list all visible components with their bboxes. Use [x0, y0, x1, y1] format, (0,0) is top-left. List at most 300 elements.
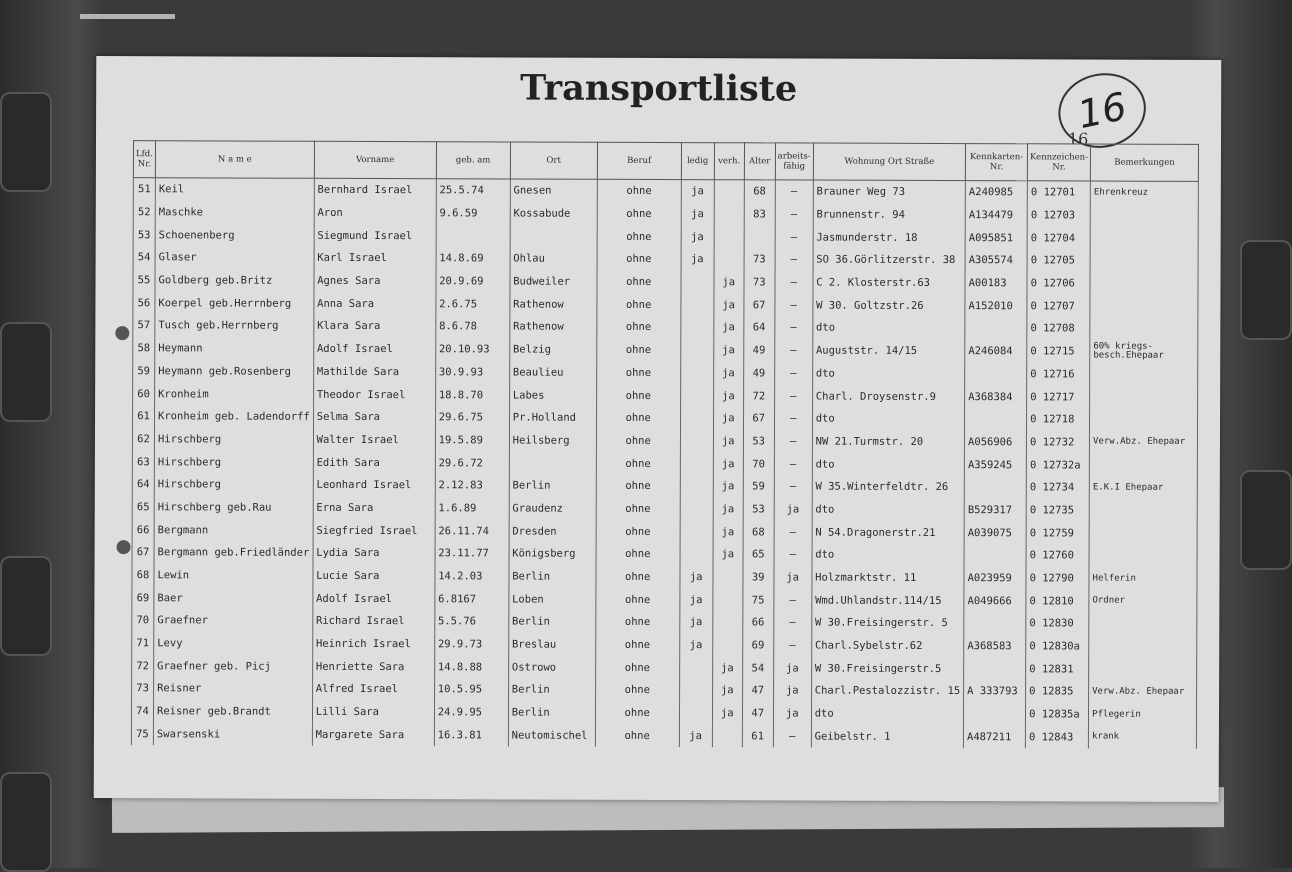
cell-ledig — [681, 316, 714, 339]
cell-kennkarte — [964, 658, 1026, 681]
cell-ledig — [679, 679, 712, 702]
cell-wohnung: Jasmunderstr. 18 — [813, 226, 965, 249]
cell-beruf: ohne — [597, 271, 681, 294]
cell-wohnung: Geibelstr. 1 — [811, 725, 963, 748]
cell-geb-am: 29.6.75 — [435, 406, 509, 429]
cell-geb-am: 19.5.89 — [435, 429, 509, 452]
cell-lfd-nr: 51 — [133, 178, 155, 201]
cell-geb-am: 10.5.95 — [434, 678, 508, 701]
cell-kennzeichen: 0 12734 — [1026, 476, 1089, 499]
cell-beruf: ohne — [596, 565, 680, 588]
cell-kennkarte: B529317 — [964, 499, 1026, 522]
cell-bemerkungen: Pflegerin — [1089, 703, 1197, 726]
cell-lfd-nr: 75 — [131, 723, 153, 746]
cell-vorname: Klara Sara — [314, 315, 436, 338]
cell-name: Hirschberg — [154, 428, 313, 451]
cell-alter: 67 — [744, 294, 775, 317]
cell-kennzeichen: 0 12835a — [1026, 703, 1089, 726]
cell-beruf: ohne — [596, 339, 680, 362]
cell-vorname: Lilli Sara — [312, 701, 434, 724]
cell-beruf: ohne — [595, 656, 679, 679]
cell-vorname: Henriette Sara — [312, 655, 434, 678]
cell-vorname: Walter Israel — [313, 428, 435, 451]
cell-arbeitsfaehig: – — [775, 294, 813, 317]
cell-geb-am: 14.2.03 — [435, 565, 509, 588]
cell-wohnung: dto — [812, 498, 964, 521]
cell-ort: Königsberg — [509, 542, 596, 565]
cell-beruf: ohne — [596, 520, 680, 543]
cell-ort: Belzig — [509, 338, 596, 361]
cell-geb-am: 24.9.95 — [434, 701, 508, 724]
cell-verh — [712, 725, 742, 748]
cell-ort: Berlin — [508, 701, 595, 724]
cell-bemerkungen — [1090, 204, 1198, 227]
cell-arbeitsfaehig: – — [773, 634, 811, 657]
cell-verh: ja — [712, 702, 742, 725]
cell-bemerkungen — [1089, 658, 1197, 681]
cell-verh — [714, 180, 744, 203]
cell-alter: 49 — [743, 339, 774, 362]
header-col-verh: verh. — [714, 143, 744, 180]
film-sprocket — [0, 322, 52, 422]
cell-kennzeichen: 0 12831 — [1026, 658, 1089, 681]
circled-page-number: 16 — [1051, 65, 1152, 155]
cell-bemerkungen — [1089, 522, 1197, 545]
cell-ort: Ostrowo — [508, 656, 595, 679]
cell-verh: ja — [713, 498, 743, 521]
film-sprocket — [0, 556, 52, 656]
cell-ort: Gnesen — [510, 179, 597, 202]
cell-lfd-nr: 67 — [132, 541, 154, 564]
header-col-vorname: Vorname — [314, 141, 436, 178]
cell-kennkarte: A023959 — [964, 567, 1026, 590]
cell-arbeitsfaehig: ja — [774, 498, 812, 521]
cell-beruf: ohne — [596, 384, 680, 407]
header-col-geb-am: geb. am — [436, 142, 510, 179]
cell-vorname: Siegmund Israel — [314, 224, 436, 247]
header-col-ort: Ort — [510, 142, 597, 179]
cell-name: Goldberg geb.Britz — [155, 269, 314, 292]
cell-alter: 64 — [744, 316, 775, 339]
cell-kennkarte: A056906 — [965, 431, 1027, 454]
cell-geb-am: 30.9.93 — [435, 361, 509, 384]
cell-name: Hirschberg geb.Rau — [154, 496, 313, 519]
cell-bemerkungen — [1090, 272, 1198, 295]
cell-ledig — [680, 362, 713, 385]
cell-ledig — [680, 339, 713, 362]
cell-ledig — [680, 452, 713, 475]
transport-table — [131, 140, 1199, 749]
cell-kennkarte: A240985 — [965, 181, 1027, 204]
cell-kennkarte: A305574 — [965, 249, 1027, 272]
cell-lfd-nr: 71 — [132, 632, 154, 655]
cell-kennkarte: A095851 — [965, 226, 1027, 249]
cell-alter: 70 — [743, 453, 774, 476]
punch-hole — [117, 540, 131, 554]
cell-geb-am: 5.5.76 — [435, 610, 509, 633]
cell-kennkarte: A487211 — [963, 726, 1025, 749]
cell-arbeitsfaehig: ja — [773, 702, 811, 725]
cell-kennzeichen: 0 12701 — [1027, 181, 1090, 204]
cell-ort: Berlin — [508, 679, 595, 702]
punch-hole — [115, 326, 129, 340]
cell-verh: ja — [713, 430, 743, 453]
cell-geb-am: 9.6.59 — [436, 202, 510, 225]
cell-ledig — [680, 498, 713, 521]
cell-name: Keil — [155, 178, 314, 202]
cell-alter: 47 — [742, 679, 773, 702]
cell-arbeitsfaehig: – — [774, 543, 812, 566]
cell-ort: Breslau — [508, 633, 595, 656]
cell-verh — [713, 566, 743, 589]
cell-bemerkungen — [1090, 363, 1198, 386]
cell-bemerkungen — [1089, 499, 1197, 522]
cell-name: Hirschberg — [154, 450, 313, 473]
cell-kennzeichen: 0 12790 — [1026, 567, 1089, 590]
cell-beruf: ohne — [596, 407, 680, 430]
cell-lfd-nr: 55 — [133, 269, 155, 292]
cell-arbeitsfaehig: – — [774, 407, 812, 430]
cell-wohnung: dto — [812, 407, 964, 430]
cell-arbeitsfaehig: – — [774, 611, 812, 634]
cell-arbeitsfaehig: – — [775, 180, 813, 203]
cell-lfd-nr: 73 — [132, 677, 154, 700]
cell-kennzeichen: 0 12732 — [1027, 431, 1090, 454]
cell-lfd-nr: 60 — [133, 382, 155, 405]
cell-wohnung: dto — [811, 702, 963, 725]
cell-beruf: ohne — [597, 225, 681, 248]
cell-ledig — [680, 407, 713, 430]
cell-lfd-nr: 65 — [132, 496, 154, 519]
cell-kennkarte — [964, 612, 1026, 635]
cell-vorname: Aron — [314, 201, 436, 224]
cell-ort: Pr.Holland — [509, 406, 596, 429]
cell-ledig — [680, 520, 713, 543]
cell-bemerkungen — [1090, 318, 1198, 341]
cell-vorname: Agnes Sara — [314, 270, 436, 293]
cell-beruf: ohne — [596, 611, 680, 634]
cell-wohnung: Brauner Weg 73 — [813, 180, 965, 204]
cell-ort: Neutomischel — [508, 724, 595, 747]
cell-name: Graefner — [154, 609, 313, 632]
cell-ledig: ja — [680, 588, 713, 611]
cell-arbeitsfaehig: ja — [773, 657, 811, 680]
cell-lfd-nr: 53 — [133, 224, 155, 247]
cell-alter: 68 — [744, 180, 775, 203]
cell-geb-am: 1.6.89 — [435, 497, 509, 520]
cell-geb-am: 25.5.74 — [436, 179, 510, 202]
cell-name: Swarsenski — [153, 723, 312, 746]
cell-lfd-nr: 74 — [131, 700, 153, 723]
cell-vorname: Mathilde Sara — [313, 360, 435, 383]
cell-lfd-nr: 64 — [132, 473, 154, 496]
cell-vorname: Karl Israel — [314, 247, 436, 270]
cell-kennkarte: A039075 — [964, 521, 1026, 544]
cell-vorname: Heinrich Israel — [312, 633, 434, 656]
cell-kennzeichen: 0 12717 — [1027, 385, 1090, 408]
cell-arbeitsfaehig: – — [775, 317, 813, 340]
cell-verh: ja — [713, 521, 743, 544]
cell-beruf: ohne — [597, 202, 681, 225]
cell-ledig — [681, 271, 714, 294]
cell-alter — [744, 226, 775, 249]
cell-kennkarte: A00183 — [965, 272, 1027, 295]
cell-lfd-nr: 61 — [133, 405, 155, 428]
cell-wohnung: NW 21.Turmstr. 20 — [812, 430, 964, 453]
cell-ort: Graudenz — [509, 497, 596, 520]
cell-kennkarte: A 333793 — [964, 680, 1026, 703]
cell-kennkarte: A049666 — [964, 589, 1026, 612]
cell-ledig: ja — [680, 611, 713, 634]
cell-lfd-nr: 62 — [132, 428, 154, 451]
film-sprocket — [0, 772, 52, 872]
cell-beruf: ohne — [596, 475, 680, 498]
cell-ledig: ja — [679, 725, 712, 748]
cell-alter: 47 — [742, 702, 773, 725]
cell-kennzeichen: 0 12830 — [1026, 612, 1089, 635]
cell-kennzeichen: 0 12810 — [1026, 590, 1089, 613]
cell-ort: Berlin — [509, 474, 596, 497]
cell-kennzeichen: 0 12716 — [1027, 363, 1090, 386]
cell-verh — [713, 589, 743, 612]
cell-arbeitsfaehig: – — [774, 430, 812, 453]
cell-ort: Loben — [509, 588, 596, 611]
cell-vorname: Adolf Israel — [313, 587, 435, 610]
cell-lfd-nr: 54 — [133, 246, 155, 269]
cell-beruf: ohne — [597, 248, 681, 271]
cell-lfd-nr: 57 — [133, 314, 155, 337]
cell-bemerkungen: Verw.Abz. Ehepaar — [1089, 431, 1197, 454]
cell-wohnung: W 35.Winterfeldtr. 26 — [812, 475, 964, 498]
cell-kennzeichen: 0 12715 — [1027, 340, 1090, 363]
cell-ort: Labes — [509, 384, 596, 407]
cell-beruf: ohne — [596, 588, 680, 611]
cell-ledig: ja — [681, 225, 714, 248]
cell-name: Schoenenberg — [155, 224, 314, 247]
cell-ort: Beaulieu — [509, 361, 596, 384]
cell-beruf: ohne — [597, 179, 681, 202]
cell-verh: ja — [714, 316, 744, 339]
cell-ledig: ja — [681, 248, 714, 271]
cell-wohnung: Auguststr. 14/15 — [812, 339, 964, 362]
cell-verh: ja — [712, 679, 742, 702]
cell-alter: 83 — [744, 203, 775, 226]
cell-geb-am: 2.6.75 — [436, 293, 510, 316]
cell-kennzeichen: 0 12759 — [1026, 522, 1089, 545]
cell-name: Reisner — [154, 677, 313, 700]
cell-beruf: ohne — [597, 293, 681, 316]
cell-kennzeichen: 0 12708 — [1027, 317, 1090, 340]
cell-kennzeichen: 0 12718 — [1027, 408, 1090, 431]
cell-name: Kronheim — [155, 382, 314, 405]
cell-kennkarte — [964, 544, 1026, 567]
cell-name: Lewin — [154, 564, 313, 587]
cell-vorname: Erna Sara — [313, 496, 435, 519]
cell-bemerkungen: 60% kriegs-besch.Ehepaar — [1090, 340, 1198, 363]
cell-ort: Kossabude — [510, 202, 597, 225]
cell-bemerkungen — [1090, 408, 1198, 431]
cell-kennkarte: A359245 — [964, 453, 1026, 476]
cell-geb-am: 2.12.83 — [435, 474, 509, 497]
cell-lfd-nr: 52 — [133, 201, 155, 224]
cell-arbeitsfaehig: – — [775, 226, 813, 249]
cell-geb-am: 14.8.69 — [436, 247, 510, 270]
cell-lfd-nr: 70 — [132, 609, 154, 632]
cell-beruf: ohne — [595, 702, 679, 725]
cell-arbeitsfaehig: – — [774, 589, 812, 612]
header-col-bemerkungen: Bemerkungen — [1090, 144, 1198, 181]
cell-ledig: ja — [681, 180, 714, 203]
cell-kennzeichen: 0 12703 — [1027, 204, 1090, 227]
cell-alter: 73 — [744, 248, 775, 271]
cell-name: Maschke — [155, 201, 314, 224]
cell-wohnung: SO 36.Görlitzerstr. 38 — [813, 249, 965, 272]
cell-verh: ja — [713, 452, 743, 475]
cell-bemerkungen: krank — [1088, 726, 1196, 749]
film-sprocket — [1240, 240, 1292, 340]
header-col-arbeitsfaehig: arbeits-fähig — [775, 143, 813, 180]
cell-name: Glaser — [155, 246, 314, 269]
cell-name: Kronheim geb. Ladendorff — [155, 405, 314, 428]
header-col-wohnung: Wohnung Ort Straße — [813, 143, 966, 181]
cell-bemerkungen: Ordner — [1089, 590, 1197, 613]
cell-wohnung: Charl.Sybelstr.62 — [811, 634, 963, 657]
cell-kennkarte: A368583 — [964, 635, 1026, 658]
cell-kennzeichen: 0 12704 — [1027, 227, 1090, 250]
cell-beruf: ohne — [596, 361, 680, 384]
cell-wohnung: dto — [812, 362, 964, 385]
cell-wohnung: dto — [813, 317, 965, 340]
cell-ort — [509, 452, 596, 475]
cell-verh — [714, 203, 744, 226]
cell-bemerkungen: E.K.I Ehepaar — [1089, 476, 1197, 499]
cell-lfd-nr: 58 — [133, 337, 155, 360]
cell-kennkarte: A368384 — [965, 385, 1027, 408]
cell-name: Tusch geb.Herrnberg — [155, 314, 314, 337]
cell-alter: 66 — [743, 611, 774, 634]
cell-geb-am: 20.9.69 — [436, 270, 510, 293]
cell-verh: ja — [713, 543, 743, 566]
cell-arbeitsfaehig: – — [774, 453, 812, 476]
cell-bemerkungen — [1090, 295, 1198, 318]
cell-alter: 72 — [743, 384, 774, 407]
cell-arbeitsfaehig: ja — [773, 680, 811, 703]
cell-ledig — [681, 294, 714, 317]
cell-alter: 73 — [744, 271, 775, 294]
cell-verh: ja — [713, 407, 743, 430]
cell-ledig — [680, 384, 713, 407]
cell-ledig — [680, 430, 713, 453]
cell-name: Koerpel geb.Herrnberg — [155, 292, 314, 315]
cell-lfd-nr: 63 — [132, 450, 154, 473]
cell-vorname: Adolf Israel — [313, 338, 435, 361]
cell-wohnung: W 30.Freisingerstr. 5 — [811, 612, 963, 635]
cell-lfd-nr: 69 — [132, 587, 154, 610]
document-sheet — [94, 56, 1222, 802]
cell-kennzeichen: 0 12760 — [1026, 544, 1089, 567]
cell-vorname: Alfred Israel — [312, 678, 434, 701]
cell-wohnung: dto — [812, 544, 964, 567]
cell-arbeitsfaehig: – — [773, 725, 811, 748]
cell-bemerkungen — [1090, 386, 1198, 409]
cell-arbeitsfaehig: – — [774, 521, 812, 544]
cell-arbeitsfaehig: ja — [774, 566, 812, 589]
cell-ort: Berlin — [509, 565, 596, 588]
cell-ledig — [680, 475, 713, 498]
cell-name: Reisner geb.Brandt — [153, 700, 312, 723]
cell-kennzeichen: 0 12706 — [1027, 272, 1090, 295]
cell-beruf: ohne — [595, 679, 679, 702]
table-body — [131, 178, 1198, 749]
cell-vorname: Leonhard Israel — [313, 474, 435, 497]
cell-geb-am: 20.10.93 — [435, 338, 509, 361]
cell-alter: 49 — [743, 362, 774, 385]
cell-vorname: Selma Sara — [313, 406, 435, 429]
header-col-kennzeichen: Kennzeichen-Nr. — [1027, 144, 1090, 181]
cell-lfd-nr: 72 — [132, 655, 154, 678]
cell-vorname: Edith Sara — [313, 451, 435, 474]
cell-wohnung: Charl.Pestalozzistr. 15 — [811, 680, 963, 703]
cell-vorname: Bernhard Israel — [314, 178, 436, 202]
cell-kennzeichen: 0 12707 — [1027, 295, 1090, 318]
cell-vorname: Lucie Sara — [313, 564, 435, 587]
cell-vorname: Lydia Sara — [313, 542, 435, 565]
cell-arbeitsfaehig: – — [774, 339, 812, 362]
cell-kennkarte: A152010 — [965, 295, 1027, 318]
cell-ledig — [679, 657, 712, 680]
page-number: 16 — [1067, 129, 1089, 149]
cell-kennkarte: A134479 — [965, 204, 1027, 227]
header-col-kennkarte: Kennkarten-Nr. — [965, 144, 1027, 181]
header-col-name: N a m e — [155, 141, 314, 179]
cell-beruf: ohne — [596, 452, 680, 475]
cell-geb-am: 29.6.72 — [435, 451, 509, 474]
cell-geb-am: 6.8167 — [435, 588, 509, 611]
cell-ledig: ja — [679, 634, 712, 657]
cell-verh — [714, 226, 744, 249]
cell-name: Levy — [154, 632, 313, 655]
cell-wohnung: Brunnenstr. 94 — [813, 203, 965, 226]
cell-vorname: Richard Israel — [313, 610, 435, 633]
cell-bemerkungen — [1090, 250, 1198, 273]
cell-alter: 69 — [742, 634, 773, 657]
cell-alter: 59 — [743, 475, 774, 498]
header-col-beruf: Beruf — [597, 142, 681, 179]
cell-verh: ja — [713, 384, 743, 407]
cell-wohnung: Charl. Droysenstr.9 — [812, 385, 964, 408]
cell-beruf: ohne — [596, 497, 680, 520]
cell-wohnung: W 30. Goltzstr.26 — [813, 294, 965, 317]
cell-kennkarte — [965, 363, 1027, 386]
cell-alter: 39 — [743, 566, 774, 589]
cell-kennkarte — [964, 476, 1026, 499]
cell-bemerkungen — [1089, 613, 1197, 636]
cell-kennzeichen: 0 12830a — [1026, 635, 1089, 658]
cell-verh: ja — [713, 362, 743, 385]
cell-lfd-nr: 68 — [132, 564, 154, 587]
cell-name: Heymann — [155, 337, 314, 360]
cell-vorname: Anna Sara — [314, 292, 436, 315]
cell-ort: Ohlau — [510, 248, 597, 271]
cell-ort: Budweiler — [510, 270, 597, 293]
cell-ort: Heilsberg — [509, 429, 596, 452]
cell-beruf: ohne — [596, 543, 680, 566]
cell-wohnung: dto — [812, 453, 964, 476]
cell-arbeitsfaehig: – — [775, 271, 813, 294]
cell-name: Bergmann geb.Friedländer — [154, 541, 313, 564]
cell-name: Bergmann — [154, 519, 313, 542]
cell-kennzeichen: 0 12835 — [1026, 680, 1089, 703]
